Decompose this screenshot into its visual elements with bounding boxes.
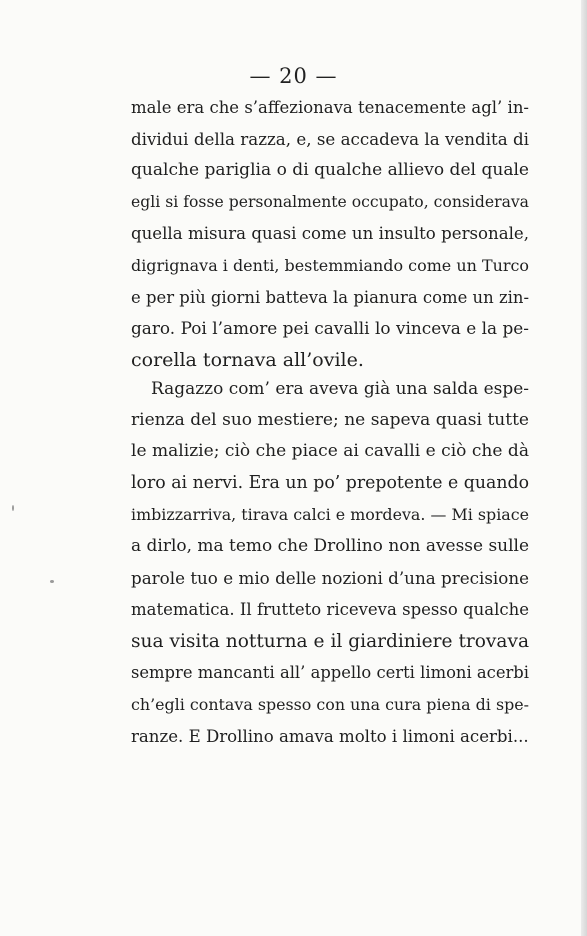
text-line: le malizie; ciò che piace ai cavalli e ciò che dà	[131, 441, 529, 462]
text-line: quella misura quasi come un insulto personale,	[131, 224, 529, 244]
text-line: ch’egli contava spesso con una cura piena di spe-	[131, 694, 529, 714]
paper-speck	[50, 580, 54, 583]
text-line: Ragazzo com’ era aveva già una salda espe-	[151, 378, 529, 398]
text-line: garo. Poi l’amore pei cavalli lo vinceva e la pe-	[131, 318, 529, 339]
text-line: corella tornava all’ovile.	[131, 348, 364, 371]
text-line: parole tuo e mio delle nozioni d’una precisione	[131, 567, 529, 588]
text-line: dividui della razza, e, se accadeva la vendita di	[131, 129, 529, 149]
text-line: male era che s’affezionava tenacemente agl’ in-	[131, 98, 529, 117]
text-line: rienza del suo mestiere; ne sapeva quasi tutte	[131, 409, 529, 430]
text-line: sua visita notturna e il giardiniere trovava	[131, 630, 529, 652]
text-line: qualche pariglia o di qualche allievo del quale	[131, 160, 529, 181]
paragraph-2	[131, 373, 529, 752]
text-line: egli si fosse personalmente occupato, considerava	[131, 192, 529, 211]
text-line: matematica. Il frutteto riceveva spesso qualche	[131, 600, 529, 620]
text-line: e per più giorni batteva la pianura come un zin-	[131, 287, 529, 307]
text-line: digrignava i denti, bestemmiando come un Turco	[131, 255, 529, 275]
text-line: a dirlo, ma temo che Drollino non avesse sulle	[131, 535, 529, 556]
text-line: sempre mancanti all’ appello certi limoni acerbi	[131, 663, 529, 683]
page-edge	[581, 0, 587, 936]
text-line: imbizzarriva, tirava calci e mordeva. — Mi spiace	[131, 505, 529, 525]
page-number: — 20 —	[249, 64, 338, 88]
text-line: loro ai nervi. Era un po’ prepotente e quando	[131, 472, 529, 493]
paper-speck	[12, 505, 14, 511]
text-line: ranze. E Drollino amava molto i limoni acerbi...	[131, 726, 529, 746]
paragraph-1	[131, 92, 529, 376]
